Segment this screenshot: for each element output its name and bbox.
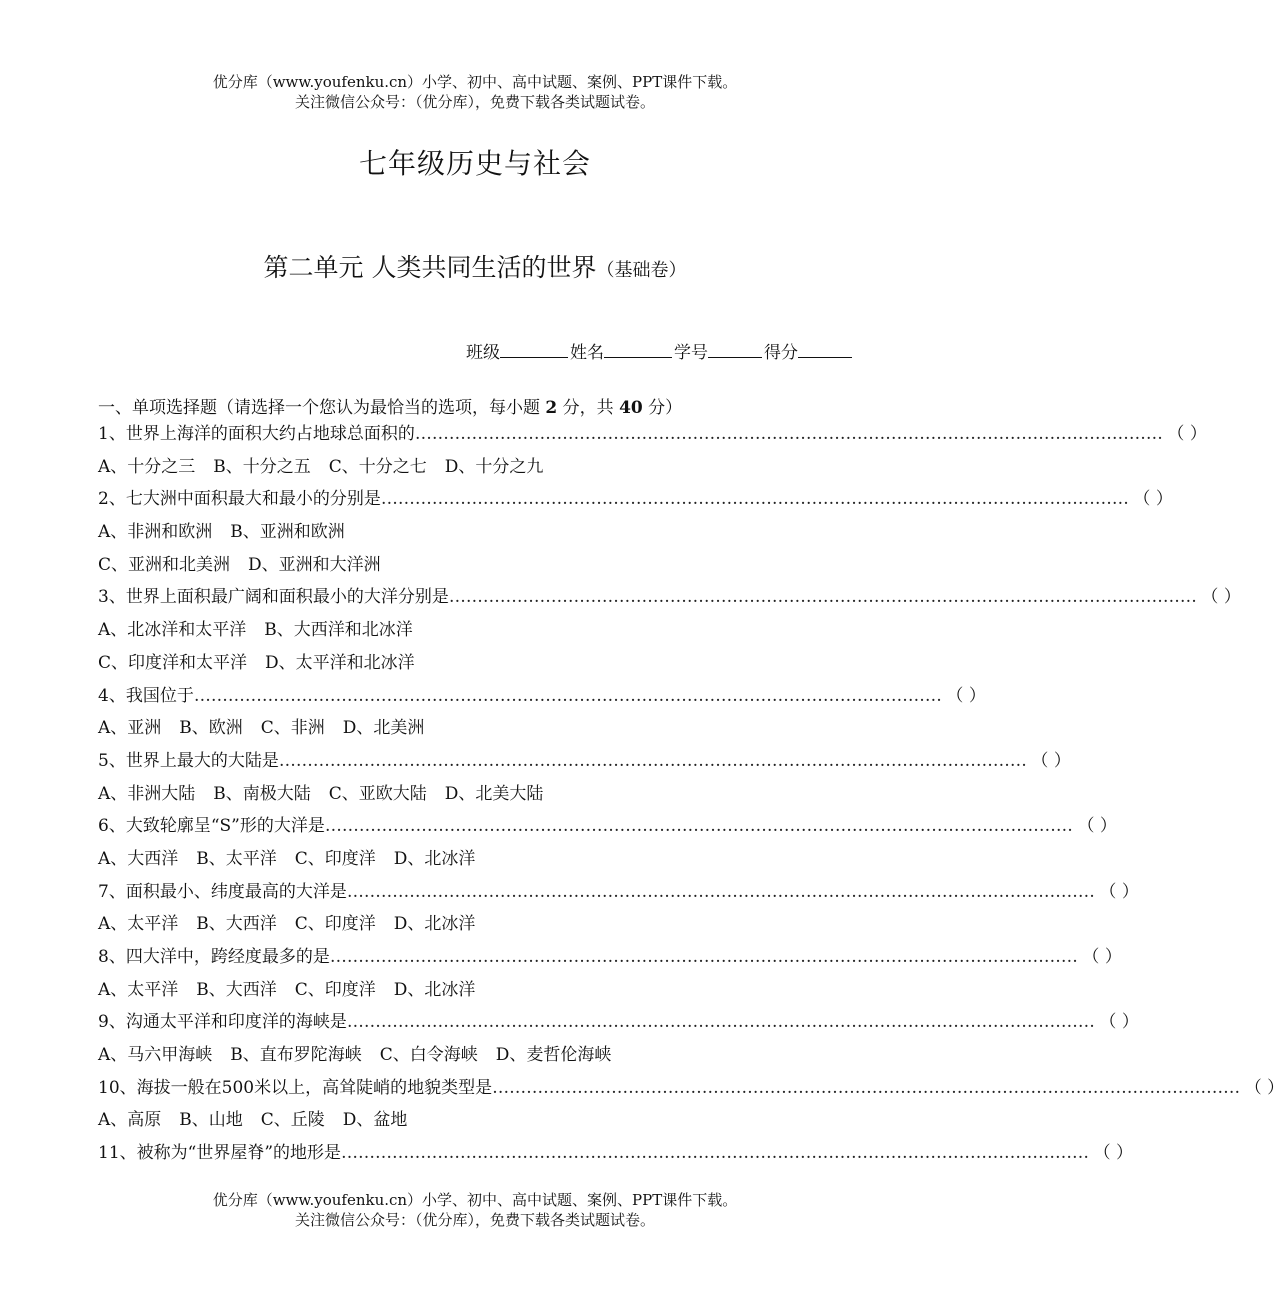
answer-option[interactable]: D、太平洋和北冰洋 [265,652,415,673]
options-line [98,778,818,811]
answer-option[interactable]: A、高原 [98,1110,162,1131]
answer-option[interactable]: D、麦哲伦海峡 [495,1045,612,1066]
class-label: 班级 [466,343,500,363]
section-heading [98,393,682,418]
answer-option[interactable]: B、十分之五 [213,456,311,477]
leader-dots: …………………………………………………………………………………………………………………… [346,881,1095,902]
answer-bracket[interactable]: （ ） [1099,1012,1139,1033]
question-1 [98,418,1207,451]
answer-option[interactable]: D、北美洲 [342,718,425,739]
answer-option[interactable]: D、十分之九 [444,456,544,477]
answer-option[interactable]: B、直布罗陀海峡 [230,1045,362,1066]
question-4 [98,680,986,713]
answer-option[interactable]: C、亚欧大陆 [328,783,427,804]
footer-line-2: 关注微信公众号：（优分库），免费下载各类试题试卷。 [294,1211,655,1229]
answer-option[interactable]: A、十分之三 [98,456,196,477]
answer-option[interactable]: C、白令海峡 [379,1045,478,1066]
answer-option[interactable]: B、大西洋和北冰洋 [264,620,413,641]
header-line-1: 优分库（www.youfenku.cn）小学、初中、高中试题、案例、PPT课件下载。 [212,73,738,91]
answer-option[interactable]: B、大西洋 [196,979,277,1000]
answer-option[interactable]: A、亚洲 [98,718,162,739]
question-text: 8、四大洋中，跨经度最多的是 [98,947,330,967]
section-prefix: 一、单项选择题（请选择一个您认为最恰当的选项，每小题 [98,398,540,418]
leader-dots: …………………………………………………………………………………………………………………… [380,489,1129,510]
leader-dots: …………………………………………………………………………………………………………………… [329,947,1078,967]
section-suffix: 分） [648,398,683,418]
answer-option[interactable]: D、亚洲和大洋洲 [248,554,381,575]
unit-title-main: 第二单元 人类共同生活的世界 [263,253,597,282]
question-5 [98,745,1071,778]
answer-option[interactable]: C、印度洋 [294,848,376,869]
id-label: 学号 [674,343,708,363]
answer-option[interactable]: C、印度洋和太平洋 [98,652,248,673]
answer-option[interactable]: A、马六甲海峡 [98,1045,213,1066]
question-text: 5、世界上最大的大陆是 [98,750,279,771]
options-line [98,451,818,484]
answer-bracket[interactable]: （ ） [1099,881,1139,902]
answer-option[interactable]: C、十分之七 [328,456,427,477]
options-line [98,1039,818,1072]
question-text: 2、七大洲中面积最大和最小的分别是 [98,489,381,510]
question-7 [98,876,1139,909]
answer-option[interactable]: A、非洲大陆 [98,783,196,804]
question-11 [98,1137,1134,1170]
score-label: 得分 [764,343,798,363]
answer-option[interactable]: C、印度洋 [294,914,376,935]
question-text: 4、我国位于 [98,685,194,706]
name-blank[interactable] [604,341,672,358]
leader-dots: …………………………………………………………………………………………………………………… [492,1077,1241,1098]
footer-line-1: 优分库（www.youfenku.cn）小学、初中、高中试题、案例、PPT课件下载。 [212,1191,738,1209]
answer-option[interactable]: B、太平洋 [196,848,277,869]
answer-option[interactable]: C、印度洋 [294,979,376,1000]
id-blank[interactable] [708,341,762,358]
answer-option[interactable]: B、山地 [179,1110,243,1131]
answer-bracket[interactable]: （ ） [1244,1077,1284,1098]
question-9 [98,1006,1139,1039]
answer-bracket[interactable]: （ ） [1031,750,1071,771]
options-line [98,614,818,647]
section-total: 40 [619,398,643,418]
answer-bracket[interactable]: （ ） [1082,947,1122,967]
leader-dots: …………………………………………………………………………………………………………………… [193,685,942,706]
question-text: 3、世界上面积最广阔和面积最小的大洋分别是 [98,587,449,608]
section-mid: 分，共 [562,398,614,418]
answer-option[interactable]: A、非洲和欧洲 [98,522,213,543]
options-line [98,712,818,745]
answer-option[interactable]: C、非洲 [260,718,325,739]
answer-bracket[interactable]: （ ） [946,685,986,706]
answer-option[interactable]: D、盆地 [342,1110,408,1131]
answer-option[interactable]: B、欧洲 [179,718,243,739]
answer-option[interactable]: A、太平洋 [98,979,179,1000]
options-line [98,549,818,582]
leader-dots: …………………………………………………………………………………………………………………… [341,1143,1090,1164]
answer-option[interactable]: B、大西洋 [196,914,277,935]
options-line [98,647,818,680]
answer-option[interactable]: B、南极大陆 [213,783,311,804]
leader-dots: …………………………………………………………………………………………………………………… [414,424,1163,444]
question-6 [98,810,1117,843]
answer-bracket[interactable]: （ ） [1077,816,1117,837]
question-text: 1、世界上海洋的面积大约占地球总面积的 [98,424,415,444]
class-blank[interactable] [500,341,568,358]
options-line [98,843,818,876]
answer-option[interactable]: D、北冰洋 [393,914,476,935]
answer-option[interactable]: D、北美大陆 [444,783,544,804]
options-line [98,1104,818,1137]
question-3 [98,581,1241,614]
student-info [466,338,854,363]
question-text: 11、被称为“世界屋脊”的地形是 [98,1143,342,1164]
leader-dots: …………………………………………………………………………………………………………………… [448,587,1197,608]
answer-option[interactable]: D、北冰洋 [393,848,476,869]
name-label: 姓名 [570,343,604,363]
answer-option[interactable]: C、亚洲和北美洲 [98,554,231,575]
page-header [0,72,950,112]
question-text: 10、海拔一般在500米以上，高耸陡峭的地貌类型是 [98,1077,493,1098]
answer-bracket[interactable]: （ ） [1093,1143,1134,1164]
answer-option[interactable]: D、北冰洋 [393,979,476,1000]
answer-option[interactable]: A、太平洋 [98,914,179,935]
leader-dots: …………………………………………………………………………………………………………………… [346,1012,1095,1033]
answer-option[interactable]: A、大西洋 [98,848,179,869]
leader-dots: …………………………………………………………………………………………………………………… [324,816,1073,837]
answer-bracket[interactable]: （ ） [1167,424,1207,444]
answer-option[interactable]: B、亚洲和欧洲 [230,522,345,543]
options-line [98,516,818,549]
answer-option[interactable]: A、北冰洋和太平洋 [98,620,247,641]
page-footer [0,1190,950,1230]
question-2 [98,483,1173,516]
options-line [98,908,818,941]
header-line-2: 关注微信公众号：（优分库），免费下载各类试题试卷。 [294,93,655,111]
question-text: 7、面积最小、纬度最高的大洋是 [98,881,347,902]
question-10 [98,1072,1284,1105]
options-line [98,974,818,1007]
question-text: 6、大致轮廓呈“S”形的大洋是 [98,816,325,837]
score-blank[interactable] [798,341,852,358]
leader-dots: …………………………………………………………………………………………………………………… [278,750,1027,771]
answer-option[interactable]: C、丘陵 [260,1110,325,1131]
question-8 [98,941,1122,974]
answer-bracket[interactable]: （ ） [1133,489,1173,510]
question-text: 9、沟通太平洋和印度洋的海峡是 [98,1012,347,1033]
page-title: 七年级历史与社会 [358,147,591,180]
unit-title [0,248,950,284]
unit-title-tag: （基础卷） [596,260,687,281]
answer-bracket[interactable]: （ ） [1201,587,1241,608]
question-list [98,418,1284,1170]
section-points: 2 [545,398,558,418]
